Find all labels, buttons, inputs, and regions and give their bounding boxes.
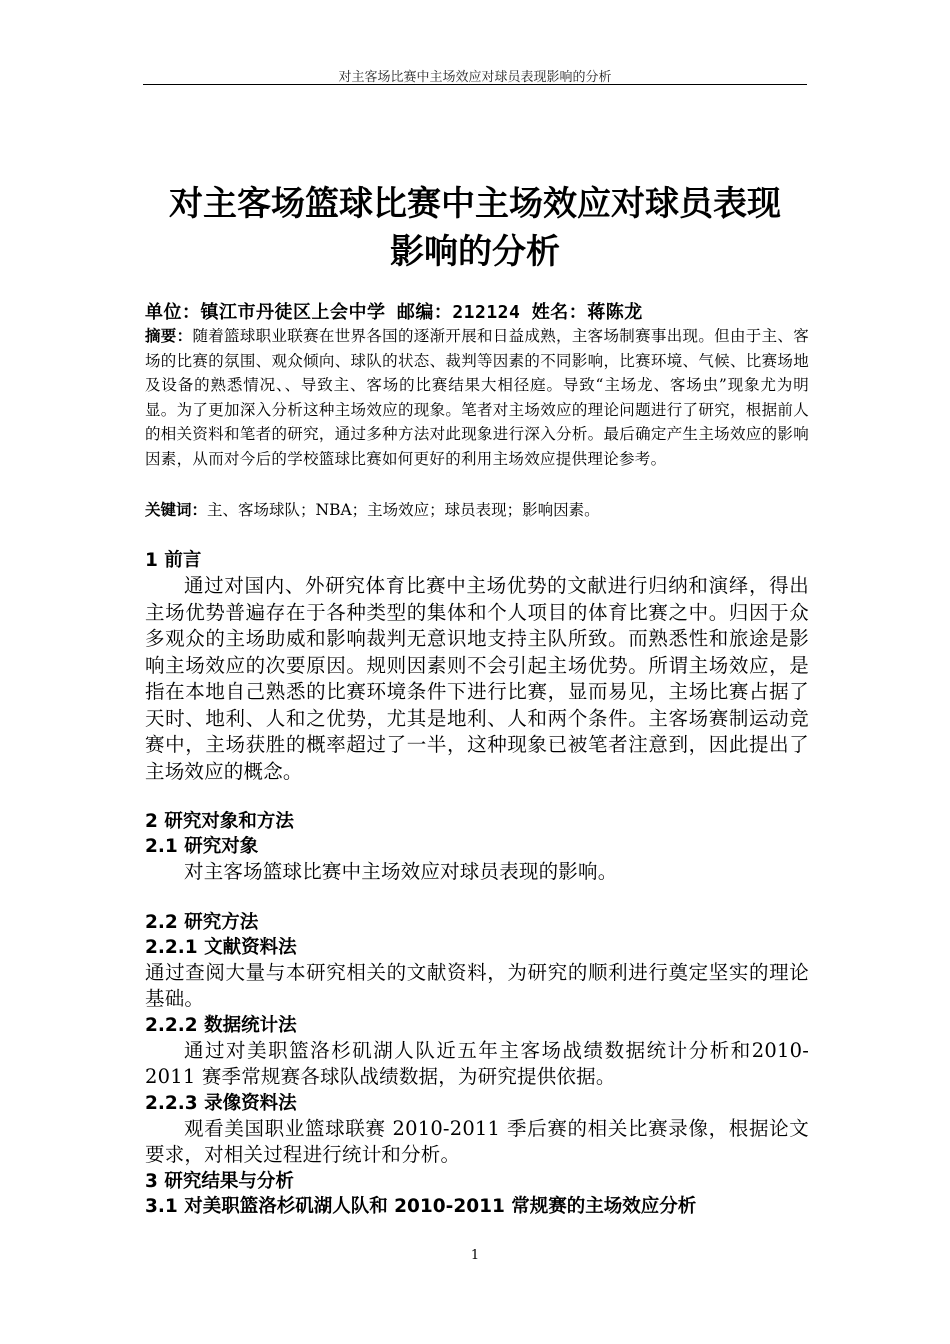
section-2-2-3-paragraph: 观看美国职业篮球联赛 2010-2011 季后赛的相关比赛录像，根据论文要求，对相关过程进行统计和分析。	[145, 1116, 809, 1166]
section-1-paragraph: 通过对国内、外研究体育比赛中主场优势的文献进行归纳和演绎，得出主场优势普遍存在于各种类型的集体和个人项目的体育比赛之中。归因于众多观众的主场助威和影响裁判无意识地支持主队所致。而熟悉性和旅途是影响主场效应的次要原因。规则因素则不会引起主场优势。所谓主场效应，是指在本地自己熟悉的比赛环境条件下进行比赛，显而易见，主场比赛占据了天时、地利、人和之优势，尤其是地利、人和两个条件。主客场赛制运动竞赛中，主场获胜的概率超过了一半，这种现象已被笔者注意到，因此提出了主场效应的概念。	[145, 574, 809, 783]
section-2-heading: 2 研究对象和方法	[145, 811, 294, 832]
section-2-2-heading: 2.2 研究方法	[145, 911, 259, 933]
abstract-text: 随着篮球职业联赛在世界各国的逐渐开展和日益成熟，主客场制赛事出现。但由于主、客场的比赛的氛围、观众倾向、球队的状态、裁判等因素的不同影响，比赛环境、气候、比赛场地及设备的熟悉情况、、导致主、客场的比赛结果大相径庭。导致“主场龙、客场虫”现象尤为明显。为了更加深入分析这种主场效应的现象。笔者对主场效应的理论问题进行了研究，根据前人的相关资料和笔者的研究，通过多种方法对此现象进行深入分析。最后确定产生主场效应的影响因素，从而对今后的学校篮球比赛如何更好的利用主场效应提供理论参考。	[145, 327, 810, 468]
document-body	[145, 548, 809, 1219]
section-2-1-paragraph: 对主客场篮球比赛中主场效应对球员表现的影响。	[184, 860, 618, 883]
section-2-2-1-heading: 2.2.1 文献资料法	[145, 936, 297, 958]
section-2-2-2-paragraph: 通过对美职篮洛杉矶湖人队近五年主客场战绩数据统计分析和2010-2011 赛季常规赛各球队战绩数据，为研究提供依据。	[145, 1038, 809, 1088]
page-number: 1	[470, 1248, 480, 1263]
section-3-1-heading: 3.1 对美职篮洛杉矶湖人队和 2010-2011 常规赛的主场效应分析	[145, 1195, 697, 1217]
section-2-1-heading: 2.1 研究对象	[145, 836, 259, 857]
document-title	[143, 180, 807, 276]
running-header: 对主客场比赛中主场效应对球员表现影响的分析	[338, 70, 612, 85]
section-3-heading: 3 研究结果与分析	[145, 1170, 294, 1192]
title-line-2: 影响的分析	[390, 232, 560, 272]
keywords	[145, 498, 809, 522]
section-2-2-2-heading: 2.2.2 数据统计法	[145, 1014, 297, 1036]
title-line-1: 对主客场篮球比赛中主场效应对球员表现	[169, 184, 781, 224]
section-2-2-1-paragraph: 通过查阅大量与本研究相关的文献资料，为研究的顺利进行奠定坚实的理论基础。	[145, 960, 809, 1010]
abstract-label: 摘要：	[145, 327, 193, 345]
abstract	[145, 324, 809, 471]
keywords-text: 主、客场球队；NBA；主场效应；球员表现；影响因素。	[207, 501, 600, 519]
section-2-2-3-heading: 2.2.3 录像资料法	[145, 1092, 297, 1114]
author-info: 单位：镇江市丹徒区上会中学 邮编：212124 姓名：蒋陈龙	[145, 302, 643, 323]
section-1-heading: 1 前言	[145, 550, 202, 571]
keywords-label: 关键词：	[145, 501, 208, 519]
header-rule	[143, 84, 807, 85]
